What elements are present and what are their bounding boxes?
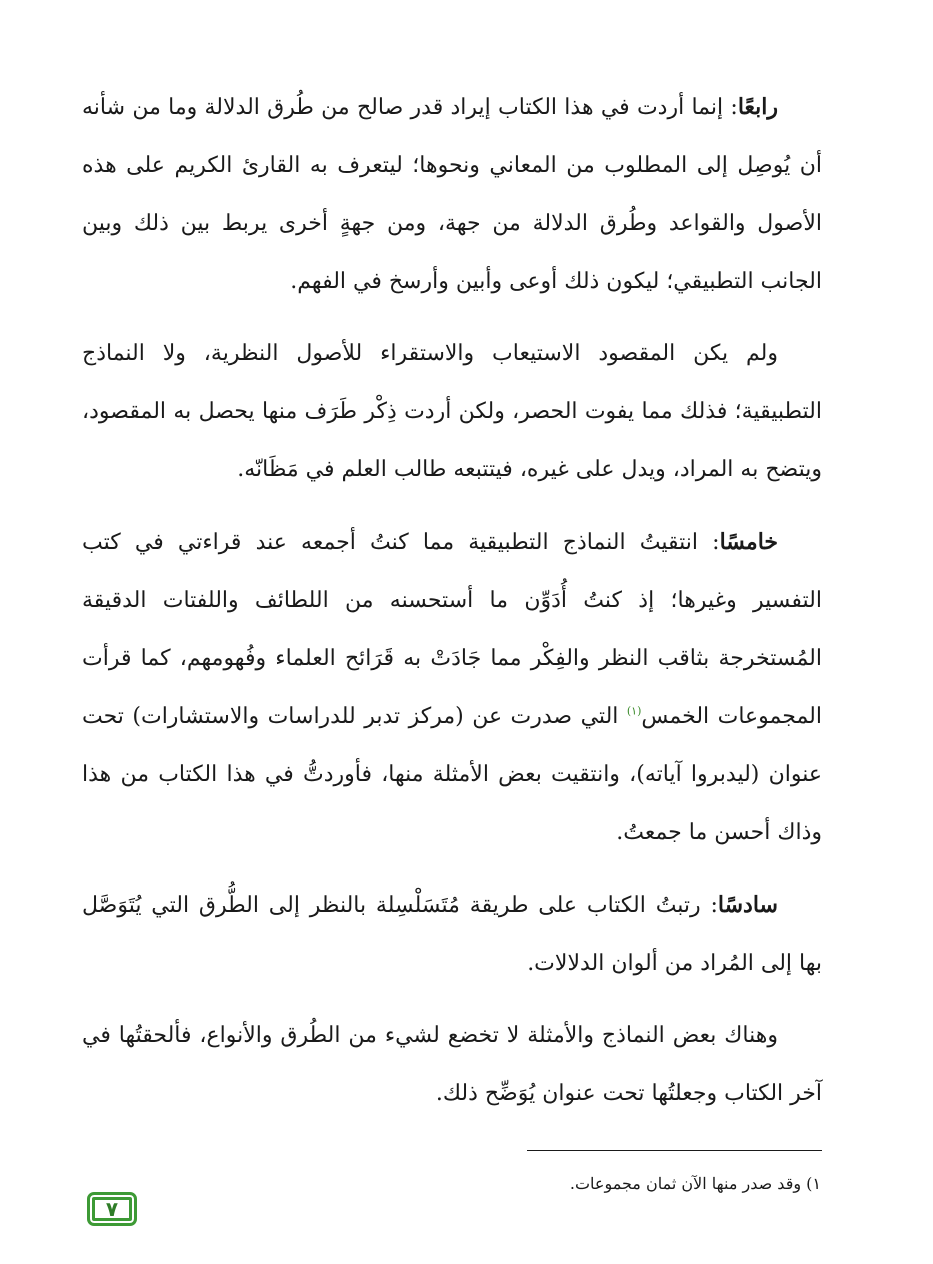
paragraph-text: التي صدرت عن (مركز تدبر للدراسات والاستشارات) تحت عنوان (ليدبروا آياته)، وانتقيت بعض الأمثلة منها، فأوردتُّ في هذا الكتاب من هذا وذاك أحسن ما جمعتُ. [82, 704, 822, 845]
footnote [570, 1170, 821, 1198]
footnote-marker: ١) [806, 1174, 821, 1193]
footnote-text: وقد صدر منها الآن ثمان مجموعات. [569, 1174, 807, 1193]
paragraph-text: : رتبتُ الكتاب على طريقة مُتَسَلْسِلة بالنظر إلى الطُّرق التي يُتَوَصَّل بها إلى المُراد من ألوان الدلالات. [82, 893, 822, 976]
paragraph-continuation [82, 325, 822, 499]
paragraph-text: : إنما أردت في هذا الكتاب إيراد قدر صالح من طُرق الدلالة وما من شأنه أن يُوصِل إلى المطلوب من المعاني ونحوها؛ ليتعرف به القارئ الكريم على هذه الأصول والقواعد وطُرق الدلالة من جهة، ومن جهةٍ أخرى يربط بين ذلك وبين الجانب التطبيقي؛ ليكون ذلك أوعى وأبين وأرسخ في الفهم. [82, 95, 822, 294]
paragraph-text: وهناك بعض النماذج والأمثلة لا تخضع لشيء من الطُرق والأنواع، فألحقتُها في آخر الكتاب وجعلتُها تحت عنوان يُوَضِّح ذلك. [82, 1023, 822, 1106]
paragraph-fourth [82, 78, 822, 311]
paragraph-sixth [82, 876, 822, 993]
paragraph-closing [82, 1007, 822, 1123]
paragraph-lead-fifth: خامسًا [719, 529, 778, 555]
page-body [82, 78, 822, 1137]
paragraph-text: : انتقيتُ النماذج التطبيقية مما كنتُ أجمعه عند قراءتي في كتب التفسير وغيرها؛ إذ كنتُ أُدَوِّن ما أستحسنه من اللطائف واللفتات الدقيقة المُستخرجة بثاقب النظر والفِكْر مما جَادَتْ به قَرَائح العلماء وفُهومهم، كما قرأت المجموعات الخمس [82, 530, 822, 729]
paragraph-fifth [82, 513, 822, 862]
paragraph-text: ولم يكن المقصود الاستيعاب والاستقراء للأصول النظرية، ولا النماذج التطبيقية؛ فذلك مما يفوت الحصر، ولكن أردت ذِكْر طَرَف منها يحصل به المقصود، ويتضح به المراد، ويدل على غيره، فيتتبعه طالب العلم في مَظَانّه. [82, 341, 822, 482]
footnote-divider [527, 1150, 822, 1151]
paragraph-lead-fourth: رابعًا [737, 94, 778, 120]
paragraph-lead-sixth: سادسًا [717, 892, 778, 918]
page-number: ٧ [105, 1197, 119, 1221]
page-number-badge [87, 1192, 137, 1226]
footnote-reference[interactable]: (١) [626, 704, 642, 718]
